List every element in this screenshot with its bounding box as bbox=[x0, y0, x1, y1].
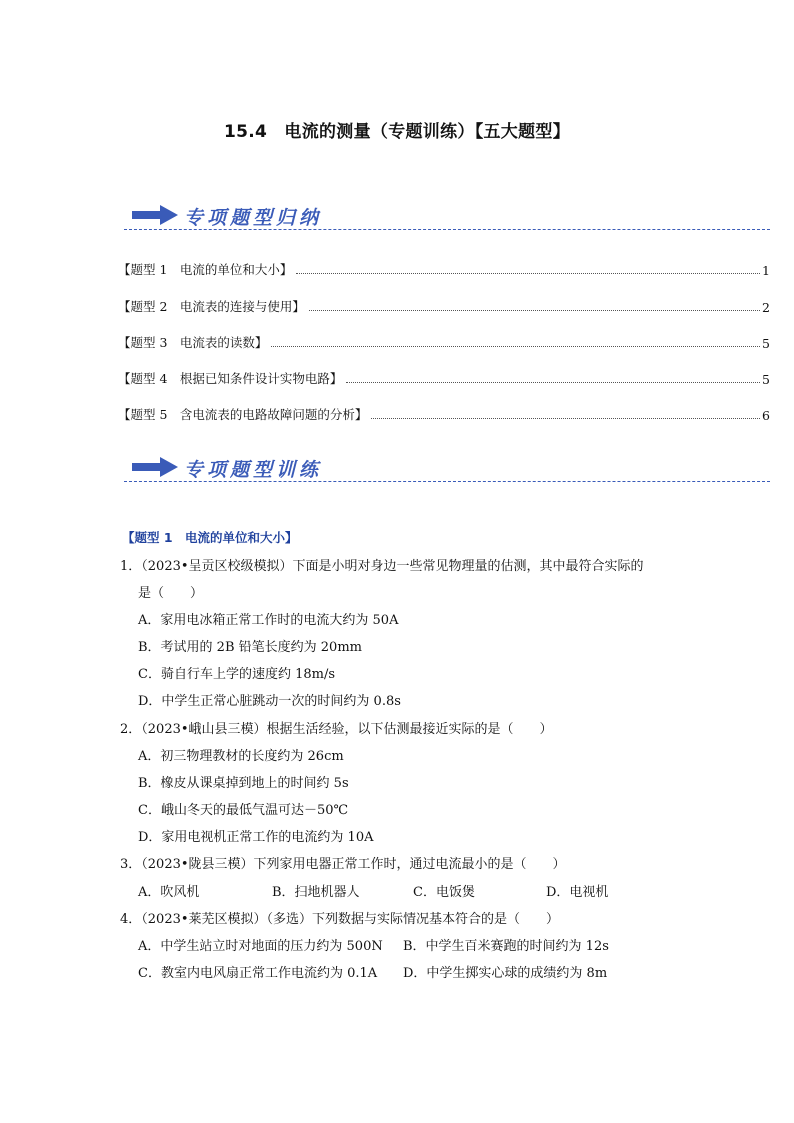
divider bbox=[124, 481, 770, 482]
toc-item[interactable] bbox=[118, 260, 770, 278]
toc-leader bbox=[346, 382, 760, 383]
toc-label: 【题型 2 电流表的连接与使用】 bbox=[118, 299, 305, 314]
toc-item[interactable] bbox=[118, 333, 770, 351]
question-1-stem-cont: 是（ ） bbox=[138, 586, 204, 601]
toc-label: 【题型 4 根据已知条件设计实物电路】 bbox=[118, 371, 343, 386]
question-4-stem: 4．（2023•莱芜区模拟）（多选）下列数据与实际情况基本符合的是（ ） bbox=[120, 912, 560, 927]
toc-item[interactable] bbox=[118, 405, 770, 423]
toc-leader bbox=[296, 273, 760, 274]
question-2-stem: 2．（2023•峨山县三模）根据生活经验，以下估测最接近实际的是（ ） bbox=[120, 722, 553, 737]
question-3-option-b[interactable]: B．扫地机器人 bbox=[272, 885, 360, 900]
toc-item[interactable] bbox=[118, 297, 770, 315]
toc-page: 5 bbox=[762, 336, 770, 351]
toc-leader bbox=[371, 418, 760, 419]
question-1-option-b[interactable]: B．考试用的 2B 铅笔长度约为 20mm bbox=[138, 640, 362, 655]
question-1-option-c[interactable]: C．骑自行车上学的速度约 18m/s bbox=[138, 667, 335, 682]
question-3-stem: 3．（2023•陇县三模）下列家用电器正常工作时，通过电流最小的是（ ） bbox=[120, 857, 566, 872]
question-3-option-d[interactable]: D．电视机 bbox=[546, 885, 609, 900]
question-3-option-c[interactable]: C．电饭煲 bbox=[413, 885, 475, 900]
question-2-option-b[interactable]: B．橡皮从课桌掉到地上的时间约 5s bbox=[138, 776, 349, 791]
banner-title: 专项题型归纳 bbox=[184, 207, 323, 229]
question-2-option-d[interactable]: D．家用电视机正常工作的电流约为 10A bbox=[138, 830, 374, 845]
toc-page: 2 bbox=[762, 300, 770, 315]
section-heading: 【题型 1 电流的单位和大小】 bbox=[122, 530, 298, 545]
question-4-option-a[interactable]: A．中学生站立时对地面的压力约为 500N bbox=[138, 939, 383, 954]
toc-page: 6 bbox=[762, 408, 770, 423]
question-2-option-a[interactable]: A．初三物理教材的长度约为 26cm bbox=[138, 749, 344, 764]
toc-label: 【题型 5 含电流表的电路故障问题的分析】 bbox=[118, 407, 368, 422]
question-4-option-d[interactable]: D．中学生掷实心球的成绩约为 8m bbox=[403, 966, 608, 981]
toc-page: 1 bbox=[762, 263, 770, 278]
arrow-right-icon bbox=[132, 205, 178, 225]
toc-item[interactable] bbox=[118, 369, 770, 387]
banner-title: 专项题型训练 bbox=[184, 459, 323, 481]
question-3-option-a[interactable]: A．吹风机 bbox=[138, 885, 200, 900]
arrow-right-icon bbox=[132, 457, 178, 477]
page-title: 15.4 电流的测量（专题训练）【五大题型】 bbox=[223, 122, 571, 142]
toc-label: 【题型 3 电流表的读数】 bbox=[118, 335, 268, 350]
question-1-stem: 1．（2023•呈贡区校级模拟）下面是小明对身边一些常见物理量的估测，其中最符合实际的 bbox=[120, 559, 644, 574]
toc-leader bbox=[309, 310, 760, 311]
toc-label: 【题型 1 电流的单位和大小】 bbox=[118, 262, 293, 277]
question-2-option-c[interactable]: C．峨山冬天的最低气温可达－50℃ bbox=[138, 803, 349, 818]
toc-page: 5 bbox=[762, 372, 770, 387]
toc-leader bbox=[271, 346, 760, 347]
question-1-option-a[interactable]: A．家用电冰箱正常工作时的电流大约为 50A bbox=[138, 613, 399, 628]
divider bbox=[124, 229, 770, 230]
question-4-option-b[interactable]: B．中学生百米赛跑的时间约为 12s bbox=[403, 939, 609, 954]
question-4-option-c[interactable]: C．教室内电风扇正常工作电流约为 0.1A bbox=[138, 966, 378, 981]
question-1-option-d[interactable]: D．中学生正常心脏跳动一次的时间约为 0.8s bbox=[138, 694, 401, 709]
